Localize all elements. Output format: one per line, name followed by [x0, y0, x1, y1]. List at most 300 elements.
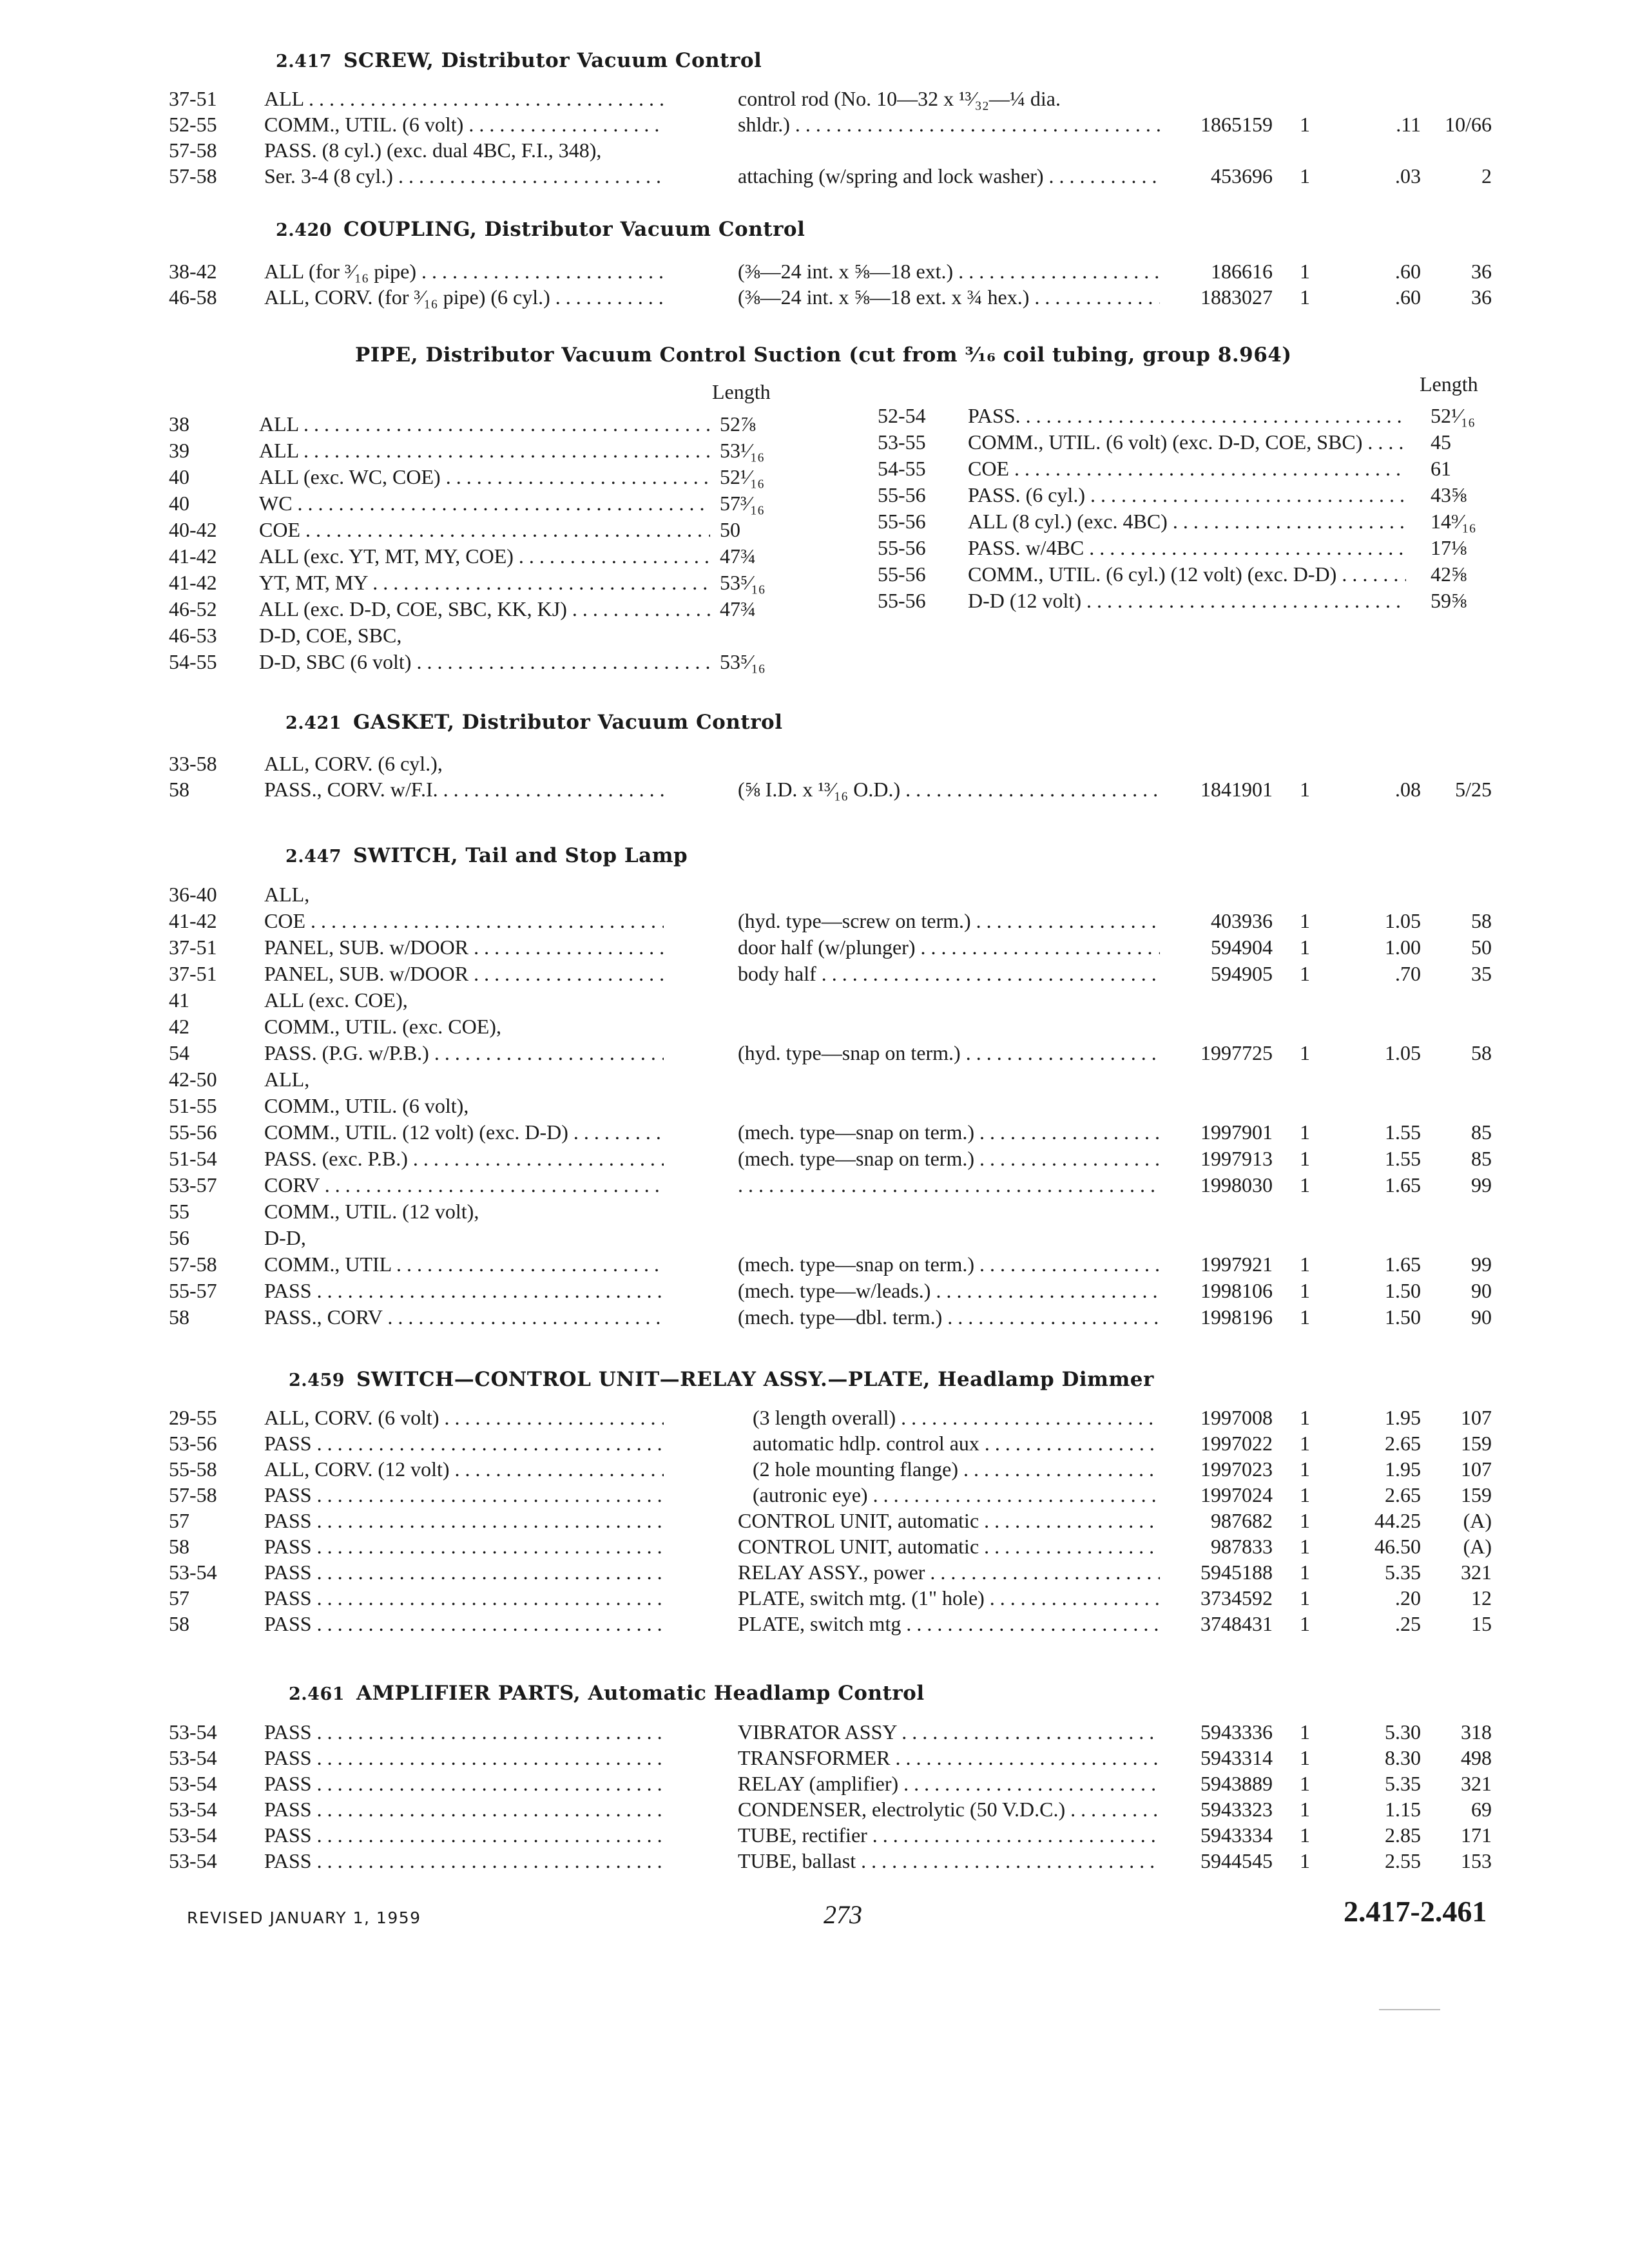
application: COMM., UTIL. (12 volt), — [264, 1200, 479, 1223]
pipe-length: 50 — [720, 518, 740, 541]
quantity: 1 — [1300, 778, 1310, 801]
application: YT, MT, MY . . . — [259, 571, 710, 595]
pipe-row — [0, 404, 1629, 430]
list-price: 2.85 — [1385, 1823, 1421, 1847]
list-price: 1.55 — [1385, 1120, 1421, 1144]
application: D-D (12 volt) . . . — [968, 589, 1406, 613]
description: automatic hdlp. control aux . . . — [753, 1432, 1160, 1456]
application: PASS., CORV. w/F.I. . . . — [264, 778, 664, 802]
description: PLATE, switch mtg. (1" hole) . . . — [738, 1586, 1160, 1610]
pipe-length: 52¹⁄₁₆ — [1431, 404, 1476, 427]
application: ALL . . . — [264, 87, 664, 111]
application: ALL . . . — [259, 412, 710, 436]
description: (⅜—24 int. x ⅝—18 ext. x ¾ hex.) . . . — [738, 285, 1160, 309]
list-price: 1.50 — [1385, 1305, 1421, 1329]
description: (mech. type—snap on term.) . . . — [738, 1120, 1160, 1144]
model-years: 58 — [169, 1612, 189, 1635]
table-row — [0, 1535, 1629, 1561]
application: PASS . . . — [264, 1612, 664, 1636]
description: VIBRATOR ASSY . . . — [738, 1720, 1160, 1744]
table-row — [0, 113, 1629, 139]
shipping-weight: 12 — [1471, 1586, 1492, 1610]
section-title-2421 — [285, 711, 783, 734]
pipe-row — [0, 430, 1629, 456]
quantity: 1 — [1300, 1798, 1310, 1821]
table-row — [0, 778, 1629, 803]
table-row — [0, 1849, 1629, 1875]
list-price: .08 — [1395, 778, 1421, 801]
application: D-D, COE, SBC, — [259, 624, 402, 647]
application: ALL, — [264, 1068, 310, 1091]
description: (⅝ I.D. x ¹³⁄₁₆ O.D.) . . . — [738, 778, 1160, 802]
part-number: 1997913 — [1200, 1147, 1273, 1170]
description: shldr.) . . . — [738, 113, 1160, 137]
model-years: 53-56 — [169, 1432, 217, 1455]
shipping-weight: 171 — [1461, 1823, 1492, 1847]
application: ALL (8 cyl.) (exc. 4BC) . . . — [968, 510, 1406, 533]
list-price: 5.35 — [1385, 1561, 1421, 1584]
quantity: 1 — [1300, 1173, 1310, 1196]
model-years: 53-54 — [169, 1823, 217, 1847]
shipping-weight: 107 — [1461, 1457, 1492, 1481]
model-years: 46-52 — [169, 597, 217, 620]
model-years: 29-55 — [169, 1406, 217, 1429]
application: PASS . . . — [264, 1720, 664, 1744]
pipe-length: 42⅝ — [1431, 562, 1467, 586]
model-years: 58 — [169, 1305, 189, 1329]
pipe-length: 47¾ — [720, 597, 756, 620]
shipping-weight: 90 — [1471, 1279, 1492, 1302]
model-years: 55-57 — [169, 1279, 217, 1302]
part-number: 1997022 — [1200, 1432, 1273, 1455]
section-name: SCREW, Distributor Vacuum Control — [343, 49, 762, 72]
model-years: 46-58 — [169, 285, 217, 309]
model-years: 51-54 — [169, 1147, 217, 1170]
model-years: 55-56 — [169, 1120, 217, 1144]
quantity: 1 — [1300, 1746, 1310, 1769]
description: attaching (w/spring and lock washer) . . . — [738, 164, 1160, 188]
list-price: 5.35 — [1385, 1772, 1421, 1795]
quantity: 1 — [1300, 1305, 1310, 1329]
application: PASS. (P.G. w/P.B.) . . . — [264, 1041, 664, 1065]
quantity: 1 — [1300, 164, 1310, 187]
part-number: 3748431 — [1200, 1612, 1273, 1635]
part-number: 5943334 — [1200, 1823, 1273, 1847]
quantity: 1 — [1300, 1253, 1310, 1276]
table-row — [0, 1432, 1629, 1457]
model-years: 55-56 — [878, 589, 926, 612]
application: COMM., UTIL. (exc. COE), — [264, 1015, 501, 1038]
table-row — [0, 1772, 1629, 1798]
part-number: 5943314 — [1200, 1746, 1273, 1769]
part-number: 1998030 — [1200, 1173, 1273, 1196]
shipping-weight: 321 — [1461, 1561, 1492, 1584]
description: RELAY ASSY., power . . . — [738, 1561, 1160, 1584]
section-name: GASKET, Distributor Vacuum Control — [353, 711, 783, 734]
part-number: 5945188 — [1200, 1561, 1273, 1584]
table-row — [0, 936, 1629, 961]
application: COMM., UTIL . . . — [264, 1253, 664, 1276]
model-years: 53-54 — [169, 1772, 217, 1795]
application: PASS . . . — [264, 1772, 664, 1796]
model-years: 54-55 — [169, 650, 217, 673]
table-row — [0, 1094, 1629, 1120]
part-number: 1997901 — [1200, 1120, 1273, 1144]
list-price: 1.50 — [1385, 1279, 1421, 1302]
model-years: 57-58 — [169, 1253, 217, 1276]
pipe-length: 61 — [1431, 457, 1451, 480]
group-range: 2.417-2.461 — [1344, 1895, 1487, 1928]
model-years: 54 — [169, 1041, 189, 1064]
model-years: 41-42 — [169, 571, 217, 594]
description: door half (w/plunger) . . . — [738, 936, 1160, 959]
shipping-weight: (A) — [1463, 1509, 1492, 1532]
description: (2 hole mounting flange) . . . — [753, 1457, 1160, 1481]
section-name: PIPE, Distributor Vacuum Control Suction (cut from ³⁄₁₆ coil tubing, group 8.964) — [355, 343, 1292, 367]
model-years: 57-58 — [169, 139, 217, 162]
description — [738, 1173, 1160, 1197]
table-row — [0, 1253, 1629, 1278]
table-row — [0, 1226, 1629, 1252]
section-title-2420 — [276, 218, 805, 241]
quantity: 1 — [1300, 1406, 1310, 1429]
table-row — [0, 1068, 1629, 1093]
part-number: 1865159 — [1200, 113, 1273, 136]
section-name: COUPLING, Distributor Vacuum Control — [343, 218, 805, 241]
quantity: 1 — [1300, 285, 1310, 309]
application: PASS . . . — [264, 1483, 664, 1507]
application: PASS . . . — [264, 1586, 664, 1610]
table-row — [0, 139, 1629, 164]
section-title-2417 — [276, 49, 762, 72]
list-price: .25 — [1395, 1612, 1421, 1635]
section-number: 2.421 — [285, 713, 342, 733]
pipe-row — [0, 589, 1629, 615]
part-number: 453696 — [1211, 164, 1273, 187]
part-number: 1997725 — [1200, 1041, 1273, 1064]
list-price: .11 — [1396, 113, 1421, 136]
shipping-weight: 36 — [1471, 260, 1492, 283]
table-row — [0, 1612, 1629, 1638]
model-years: 55 — [169, 1200, 189, 1223]
application: ALL (exc. D-D, COE, SBC, KK, KJ) . . . — [259, 597, 710, 621]
model-years: 58 — [169, 778, 189, 801]
model-years: 40 — [169, 465, 189, 488]
pipe-row — [0, 650, 1629, 676]
model-years: 42-50 — [169, 1068, 217, 1091]
table-row — [0, 1720, 1629, 1746]
description: (mech. type—snap on term.) . . . — [738, 1253, 1160, 1276]
shipping-weight: 99 — [1471, 1173, 1492, 1196]
model-years: 57 — [169, 1586, 189, 1610]
part-number: 1998196 — [1200, 1305, 1273, 1329]
model-years: 38-42 — [169, 260, 217, 283]
part-number: 1997023 — [1200, 1457, 1273, 1481]
table-row — [0, 752, 1629, 778]
application: PASS. (8 cyl.) (exc. dual 4BC, F.I., 348), — [264, 139, 602, 162]
list-price: 5.30 — [1385, 1720, 1421, 1744]
application: PASS . . . — [264, 1798, 664, 1821]
quantity: 1 — [1300, 1849, 1310, 1872]
quantity: 1 — [1300, 1432, 1310, 1455]
section-number: 2.459 — [289, 1370, 345, 1390]
part-number: 1883027 — [1200, 285, 1273, 309]
table-row — [0, 1173, 1629, 1199]
section-number: 2.461 — [289, 1684, 345, 1704]
model-years: 36-40 — [169, 883, 217, 906]
description: (3 length overall) . . . — [753, 1406, 1160, 1430]
table-row — [0, 1561, 1629, 1586]
application: PASS. w/4BC . . . — [968, 536, 1406, 560]
model-years: 55-56 — [878, 562, 926, 586]
list-price: 1.55 — [1385, 1147, 1421, 1170]
part-number: 1997921 — [1200, 1253, 1273, 1276]
scan-mark — [1379, 2009, 1440, 2010]
table-row — [0, 1015, 1629, 1041]
list-price: 1.65 — [1385, 1173, 1421, 1196]
pipe-length: 47¾ — [720, 544, 756, 568]
pipe-length: 17⅛ — [1431, 536, 1467, 559]
model-years: 39 — [169, 439, 189, 462]
application: ALL, — [264, 883, 310, 906]
table-row — [0, 1305, 1629, 1331]
model-years: 54-55 — [878, 457, 926, 480]
part-number: 1997024 — [1200, 1483, 1273, 1506]
table-row — [0, 962, 1629, 988]
list-price: .60 — [1395, 260, 1421, 283]
model-years: 52-55 — [169, 113, 217, 136]
model-years: 41 — [169, 988, 189, 1012]
pipe-length: 52⅞ — [720, 412, 756, 436]
description: PLATE, switch mtg . . . — [738, 1612, 1160, 1636]
list-price: 1.95 — [1385, 1457, 1421, 1481]
table-row — [0, 1120, 1629, 1146]
section-title-pipe — [355, 343, 1292, 367]
list-price: .70 — [1395, 962, 1421, 985]
part-number: 1998106 — [1200, 1279, 1273, 1302]
pipe-length: 45 — [1431, 430, 1451, 454]
pipe-length: 53¹⁄₁₆ — [720, 439, 765, 462]
application: D-D, — [264, 1226, 306, 1249]
pipe-row — [0, 457, 1629, 483]
part-number: 5943889 — [1200, 1772, 1273, 1795]
list-price: 8.30 — [1385, 1746, 1421, 1769]
shipping-weight: 321 — [1461, 1772, 1492, 1795]
quantity: 1 — [1300, 1483, 1310, 1506]
model-years: 46-53 — [169, 624, 217, 647]
model-years: 53-54 — [169, 1720, 217, 1744]
shipping-weight: 90 — [1471, 1305, 1492, 1329]
application: PASS . . . — [264, 1823, 664, 1847]
application: ALL, CORV. (12 volt) . . . — [264, 1457, 664, 1481]
model-years: 37-51 — [169, 87, 217, 110]
pipe-row — [0, 536, 1629, 562]
model-years: 58 — [169, 1535, 189, 1558]
list-price: 1.65 — [1385, 1253, 1421, 1276]
part-number: 5944545 — [1200, 1849, 1273, 1872]
table-row — [0, 1509, 1629, 1535]
application: PASS . . . — [264, 1561, 664, 1584]
description: TUBE, rectifier . . . — [738, 1823, 1160, 1847]
quantity: 1 — [1300, 1823, 1310, 1847]
application: PASS. (6 cyl.) . . . — [968, 483, 1406, 507]
list-price: 1.95 — [1385, 1406, 1421, 1429]
application: ALL (exc. WC, COE) . . . — [259, 465, 710, 489]
section-number: 2.447 — [285, 847, 342, 867]
quantity: 1 — [1300, 1279, 1310, 1302]
model-years: 56 — [169, 1226, 189, 1249]
model-years: 37-51 — [169, 936, 217, 959]
application: ALL (exc. YT, MT, MY, COE) . . . — [259, 544, 710, 568]
shipping-weight: 159 — [1461, 1432, 1492, 1455]
list-price: 1.05 — [1385, 909, 1421, 932]
part-number: 403936 — [1211, 909, 1273, 932]
list-price: .60 — [1395, 285, 1421, 309]
quantity: 1 — [1300, 1612, 1310, 1635]
shipping-weight: 85 — [1471, 1120, 1492, 1144]
application: ALL (exc. COE), — [264, 988, 408, 1012]
model-years: 57-58 — [169, 1483, 217, 1506]
description: (hyd. type—snap on term.) . . . — [738, 1041, 1160, 1065]
table-row — [0, 87, 1629, 113]
application: PASS . . . — [264, 1849, 664, 1873]
table-row — [0, 1457, 1629, 1483]
list-price: .03 — [1395, 164, 1421, 187]
table-row — [0, 285, 1629, 311]
page-number: 273 — [824, 1900, 862, 1929]
table-row — [0, 909, 1629, 935]
pipe-length: 57³⁄₁₆ — [720, 492, 765, 515]
part-number: 3734592 — [1200, 1586, 1273, 1610]
length-header-right: Length — [1420, 372, 1478, 396]
table-row — [0, 1798, 1629, 1823]
application: COE . . . — [968, 457, 1406, 481]
shipping-weight: 153 — [1461, 1849, 1492, 1872]
pipe-row — [0, 624, 1629, 649]
table-row — [0, 1406, 1629, 1432]
application: D-D, SBC (6 volt) . . . — [259, 650, 710, 674]
model-years: 40 — [169, 492, 189, 515]
shipping-weight: (A) — [1463, 1535, 1492, 1558]
list-price: 1.00 — [1385, 936, 1421, 959]
application: ALL . . . — [259, 439, 710, 463]
description: (mech. type—dbl. term.) . . . — [738, 1305, 1160, 1329]
shipping-weight: 36 — [1471, 285, 1492, 309]
pipe-length: 53⁵⁄₁₆ — [720, 571, 766, 594]
application: ALL (for ³⁄₁₆ pipe) . . . — [264, 260, 664, 284]
shipping-weight: 69 — [1471, 1798, 1492, 1821]
application: PASS . . . — [264, 1535, 664, 1559]
quantity: 1 — [1300, 909, 1310, 932]
section-name: SWITCH, Tail and Stop Lamp — [353, 844, 688, 867]
revised-date: REVISED JANUARY 1, 1959 — [187, 1908, 421, 1927]
table-row — [0, 988, 1629, 1014]
part-number: 987682 — [1211, 1509, 1273, 1532]
description: CONTROL UNIT, automatic . . . — [738, 1509, 1160, 1533]
table-row — [0, 1200, 1629, 1225]
application: Ser. 3-4 (8 cyl.) . . . — [264, 164, 664, 188]
table-row — [0, 1746, 1629, 1772]
model-years: 37-51 — [169, 962, 217, 985]
description: TUBE, ballast . . . — [738, 1849, 1160, 1873]
list-price: 2.55 — [1385, 1849, 1421, 1872]
pipe-length: 53⁵⁄₁₆ — [720, 650, 766, 673]
quantity: 1 — [1300, 1720, 1310, 1744]
model-years: 53-54 — [169, 1849, 217, 1872]
table-row — [0, 260, 1629, 285]
application: ALL, CORV. (6 volt) . . . — [264, 1406, 664, 1430]
length-header-left: Length — [712, 380, 771, 403]
application: PASS. . . . — [968, 404, 1406, 428]
application: COMM., UTIL. (6 cyl.) (12 volt) (exc. D-D) . . . — [968, 562, 1406, 586]
shipping-weight: 99 — [1471, 1253, 1492, 1276]
model-years: 52-54 — [878, 404, 926, 427]
quantity: 1 — [1300, 1041, 1310, 1064]
shipping-weight: 58 — [1471, 909, 1492, 932]
application: ALL, CORV. (for ³⁄₁₆ pipe) (6 cyl.) . . . — [264, 285, 664, 309]
model-years: 53-57 — [169, 1173, 217, 1196]
application: PANEL, SUB. w/DOOR . . . — [264, 962, 664, 986]
quantity: 1 — [1300, 962, 1310, 985]
quantity: 1 — [1300, 1586, 1310, 1610]
model-years: 40-42 — [169, 518, 217, 541]
section-number: 2.417 — [276, 52, 333, 72]
application: PASS . . . — [264, 1746, 664, 1770]
application: PANEL, SUB. w/DOOR . . . — [264, 936, 664, 959]
shipping-weight: 107 — [1461, 1406, 1492, 1429]
table-row — [0, 1483, 1629, 1509]
part-number: 5943336 — [1200, 1720, 1273, 1744]
description: TRANSFORMER . . . — [738, 1746, 1160, 1770]
part-number: 186616 — [1211, 260, 1273, 283]
list-price: 44.25 — [1374, 1509, 1421, 1532]
quantity: 1 — [1300, 1509, 1310, 1532]
model-years: 38 — [169, 412, 189, 436]
shipping-weight: 58 — [1471, 1041, 1492, 1064]
table-row — [0, 1586, 1629, 1612]
quantity: 1 — [1300, 113, 1310, 136]
quantity: 1 — [1300, 1772, 1310, 1795]
description: RELAY (amplifier) . . . — [738, 1772, 1160, 1796]
section-title-2447 — [285, 844, 688, 867]
part-number: 594905 — [1211, 962, 1273, 985]
list-price: 2.65 — [1385, 1432, 1421, 1455]
model-years: 57 — [169, 1509, 189, 1532]
quantity: 1 — [1300, 1561, 1310, 1584]
quantity: 1 — [1300, 1535, 1310, 1558]
application: COMM., UTIL. (6 volt), — [264, 1094, 469, 1117]
quantity: 1 — [1300, 1120, 1310, 1144]
description: (mech. type—w/leads.) . . . — [738, 1279, 1160, 1303]
application: COE . . . — [264, 909, 664, 933]
model-years: 55-56 — [878, 510, 926, 533]
application: CORV . . . — [264, 1173, 664, 1197]
model-years: 55-58 — [169, 1457, 217, 1481]
model-years: 53-54 — [169, 1798, 217, 1821]
pipe-length: 52¹⁄₁₆ — [720, 465, 765, 488]
part-number: 1997008 — [1200, 1406, 1273, 1429]
table-row — [0, 1147, 1629, 1173]
description: CONDENSER, electrolytic (50 V.D.C.) . . . — [738, 1798, 1160, 1821]
application: PASS . . . — [264, 1509, 664, 1533]
application: COMM., UTIL. (6 volt) . . . — [264, 113, 664, 137]
part-number: 987833 — [1211, 1535, 1273, 1558]
model-years: 33-58 — [169, 752, 217, 775]
pipe-row — [0, 562, 1629, 588]
pipe-row — [0, 510, 1629, 535]
pipe-length: 14⁹⁄₁₆ — [1431, 510, 1476, 533]
list-price: .20 — [1395, 1586, 1421, 1610]
